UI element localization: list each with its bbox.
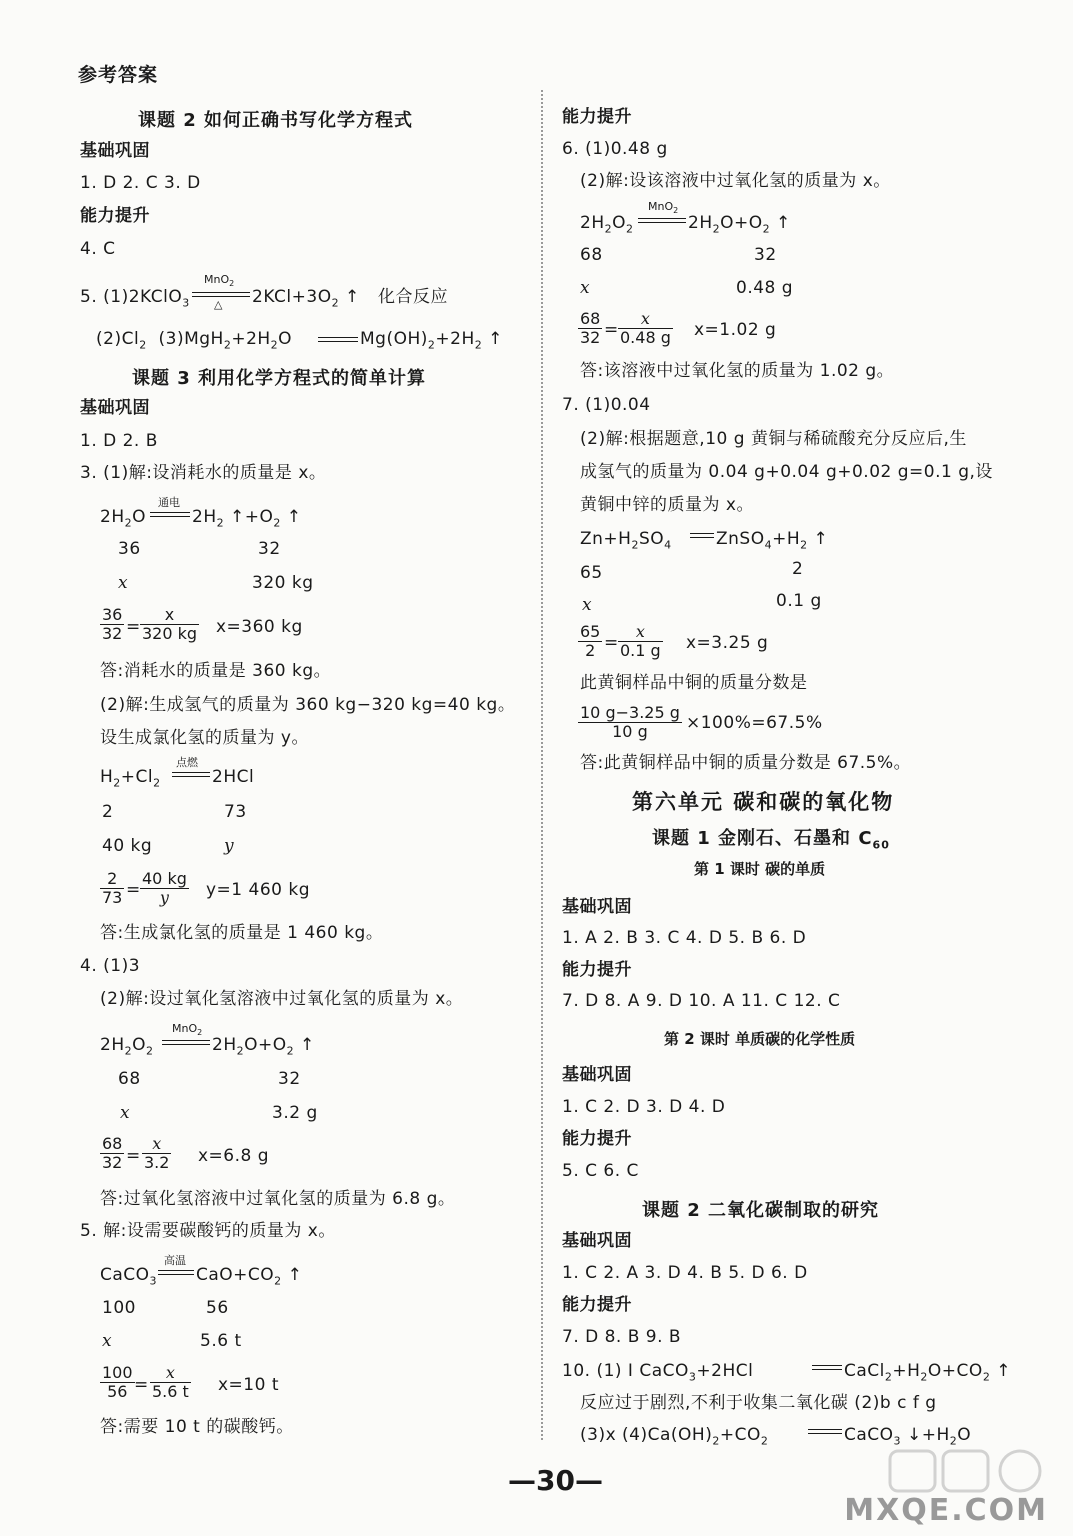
fraction: $\frac{40 kg}{y}$ xyxy=(142,869,187,907)
equation-products: $ZnSO_4+H_2$ ↑ xyxy=(716,529,829,552)
molar-mass: 56 xyxy=(206,1298,229,1318)
answer-line: 7. D 8. A 9. D 10. A 11. C 12. C xyxy=(562,991,841,1011)
answer-text: 答:生成氯化氢的质量是 1 460 kg。 xyxy=(100,923,384,943)
answer-line: 1. D 2. C 3. D xyxy=(80,173,201,193)
label-advance: 能力提升 xyxy=(562,960,632,980)
label-basic: 基础巩固 xyxy=(562,1065,632,1085)
equation-limewater: (3)x $(4)Ca(OH)_2+CO_2$ xyxy=(580,1425,769,1448)
result: ×100%=67.5% xyxy=(686,713,823,733)
answer-line: 1. C 2. A 3. D 4. B 5. D 6. D xyxy=(562,1263,808,1283)
label-basic: 基础巩固 xyxy=(562,1231,632,1251)
result: x=3.25 g xyxy=(686,633,769,653)
unknown-var: y xyxy=(224,836,235,856)
equals-sign xyxy=(150,512,190,517)
equals-sign xyxy=(808,1429,842,1434)
solution-line: 3. (1)解:设消耗水的质量是 x。 xyxy=(80,463,327,483)
section-title-lesson2: 课题 2 如何正确书写化学方程式 xyxy=(138,110,414,131)
answer-line: 7. D 8. B 9. B xyxy=(562,1327,682,1347)
page-header: 参考答案 xyxy=(78,64,159,86)
label-advance: 能力提升 xyxy=(562,1129,632,1149)
equals-sign xyxy=(162,1040,210,1045)
answer-line: 4. (1)3 xyxy=(80,956,141,976)
condition-electric: 通电 xyxy=(158,496,180,509)
equation-h2-cl2: $H_2+Cl_2$ xyxy=(100,767,161,790)
equals-char: = xyxy=(126,1146,141,1166)
answer-line: 1. C 2. D 3. D 4. D xyxy=(562,1097,726,1117)
answer-line: 5. C 6. C xyxy=(562,1161,639,1181)
equals-sign xyxy=(812,1365,842,1370)
molar-mass: 65 xyxy=(580,563,603,583)
condition-high-temp: 高温 xyxy=(164,1254,186,1267)
molar-mass: 36 xyxy=(118,539,141,559)
answer-line: 4. C xyxy=(80,239,116,259)
label-basic: 基础巩固 xyxy=(80,398,150,418)
watermark-text: MXQE.COM xyxy=(844,1493,1048,1528)
fraction: $\frac{68}{32}$ xyxy=(102,1134,123,1172)
fraction: $\frac{x}{320 kg}$ xyxy=(142,605,198,643)
condition-mno2: MnO$_2$ xyxy=(204,273,235,289)
equals-sign xyxy=(158,1270,194,1275)
equation-products: $2H_2O+O_2$ ↑ xyxy=(212,1035,315,1058)
known-mass: 5.6 t xyxy=(200,1331,242,1351)
molar-mass: 68 xyxy=(118,1069,141,1089)
molar-mass: 73 xyxy=(224,802,247,822)
molar-mass: 2 xyxy=(792,559,804,579)
answer-text: 答:过氧化氢溶液中过氧化氢的质量为 6.8 g。 xyxy=(100,1189,456,1209)
unit-title: 第六单元 碳和碳的氧化物 xyxy=(632,790,895,814)
page-number: —30— xyxy=(508,1464,603,1497)
molar-mass: 32 xyxy=(754,245,777,265)
label-advance: 能力提升 xyxy=(562,107,632,127)
answer-line: 6. (1)0.48 g xyxy=(562,139,668,159)
known-mass: 320 kg xyxy=(252,573,314,593)
molar-mass: 100 xyxy=(102,1298,136,1318)
solution-line: (2)解:生成氢气的质量为 360 kg−320 kg=40 kg。 xyxy=(100,695,516,715)
equation-water: $2H_2O$ xyxy=(100,507,146,530)
equation-products: $2H_2$ $↑+O_2$ ↑ xyxy=(192,507,302,530)
molar-mass: 32 xyxy=(258,539,281,559)
equation-caco3: CaCO$_3$ xyxy=(100,1265,158,1288)
equation-kclo3: 5. (1)2KClO$_3$ xyxy=(80,287,190,310)
fraction: $\frac{36}{32}$ xyxy=(102,605,123,643)
equals-sign xyxy=(192,292,250,297)
equation-mgoh2: $Mg(OH)_2+2H_2$ ↑ xyxy=(360,329,503,352)
equals-sign xyxy=(690,533,714,538)
known-mass: 3.2 g xyxy=(272,1103,318,1123)
known-mass: 40 kg xyxy=(102,836,153,856)
fraction: $\frac{2}{73}$ xyxy=(102,869,123,907)
equation-products: $CaCl_2+H_2O+CO_2$ ↑ xyxy=(844,1361,1011,1384)
fraction: $\frac{x}{5.6 t}$ xyxy=(152,1363,189,1401)
fraction: $\frac{65}{2}$ xyxy=(580,622,601,660)
period-title: 第 1 课时 碳的单质 xyxy=(694,860,826,878)
section-title-lesson3: 课题 3 利用化学方程式的简单计算 xyxy=(132,368,427,389)
condition-heat: △ xyxy=(214,298,223,311)
result: x=360 kg xyxy=(216,617,303,637)
condition-mno2: MnO$_2$ xyxy=(648,200,679,216)
solution-line: 5. 解:设需要碳酸钙的质量为 x。 xyxy=(80,1221,336,1241)
known-mass: 0.1 g xyxy=(776,591,822,611)
period-title: 第 2 课时 单质碳的化学性质 xyxy=(664,1030,856,1048)
solution-line: 设生成氯化氢的质量为 y。 xyxy=(100,728,309,748)
solution-line: (2)解:设过氧化氢溶液中过氧化氢的质量为 x。 xyxy=(100,989,464,1009)
molar-mass: 32 xyxy=(278,1069,301,1089)
equation-h2o2: $2H_2O_2$ xyxy=(580,213,634,236)
column-divider xyxy=(541,90,543,1440)
equals-char: = xyxy=(604,633,619,653)
solution-line: (2)解:根据题意,10 g 黄铜与稀硫酸充分反应后,生 xyxy=(580,429,967,449)
result: x=1.02 g xyxy=(694,320,777,340)
equals-char: = xyxy=(126,880,141,900)
answer-line: 7. (1)0.04 xyxy=(562,395,651,415)
fraction: $\frac{68}{32}$ xyxy=(580,309,601,347)
unknown-var: x xyxy=(580,278,591,298)
result: y=1 460 kg xyxy=(206,880,311,900)
answer-line: 1. D 2. B xyxy=(80,431,158,451)
label-basic: 基础巩固 xyxy=(80,141,150,161)
condition-ignite: 点燃 xyxy=(176,756,198,769)
answer-line: 1. A 2. B 3. C 4. D 5. B 6. D xyxy=(562,928,807,948)
reaction-type: 化合反应 xyxy=(378,287,448,307)
unknown-var: x xyxy=(120,1103,131,1123)
equation-products: CaCO$_3$ $↓+H_2O$ xyxy=(844,1425,972,1448)
equals-char: = xyxy=(134,1375,149,1395)
equation-products: $CaO+CO_2$ ↑ xyxy=(196,1265,303,1288)
fraction: $\frac{x}{0.1 g}$ xyxy=(620,622,661,660)
equation-caco3-hcl: 10. (1) Ⅰ CaCO$_3$+2HCl xyxy=(562,1361,754,1384)
equals-char: = xyxy=(126,617,141,637)
equation-products: $2H_2O+O_2$ ↑ xyxy=(688,213,791,236)
equals-sign xyxy=(172,772,210,777)
fraction: $\frac{x}{0.48 g}$ xyxy=(620,309,671,347)
section-title-lesson1: 课题 1 金刚石、石墨和 $C_{60}$ xyxy=(652,828,890,852)
molar-mass: 2 xyxy=(102,802,114,822)
label-basic: 基础巩固 xyxy=(562,897,632,917)
equation-hcl: 2HCl xyxy=(212,767,255,787)
equals-sign xyxy=(638,218,686,223)
solution-line: (2)解:设该溶液中过氧化氢的质量为 x。 xyxy=(580,171,891,191)
molar-mass: 68 xyxy=(580,245,603,265)
label-advance: 能力提升 xyxy=(80,206,150,226)
equation-products: $2KCl+3O_2$ ↑ xyxy=(252,287,360,310)
solution-line: 成氢气的质量为 0.04 g+0.04 g+0.02 g=0.1 g,设 xyxy=(580,462,993,482)
answer-text: 答:此黄铜样品中铜的质量分数是 67.5%。 xyxy=(580,753,912,773)
unknown-var: x xyxy=(118,573,129,593)
answer-text: 答:该溶液中过氧化氢的质量为 1.02 g。 xyxy=(580,361,895,381)
unknown-var: x xyxy=(582,595,593,615)
section-title-lesson2b: 课题 2 二氧化碳制取的研究 xyxy=(642,1200,880,1221)
unknown-var: x xyxy=(102,1331,113,1351)
equals-sign xyxy=(318,337,358,342)
result: x=10 t xyxy=(218,1375,280,1395)
condition-mno2: MnO$_2$ xyxy=(172,1022,203,1038)
solution-line: 反应过于剧烈,不利于收集二氧化碳 (2)b c f g xyxy=(580,1393,937,1413)
fraction: $\frac{x}{3.2}$ xyxy=(144,1134,170,1172)
label-advance: 能力提升 xyxy=(562,1295,632,1315)
fraction: $\frac{10 g-3.25 g}{10 g}$ xyxy=(580,703,680,741)
equation-mgh2: $(2)Cl_2$ $(3)MgH_2+2H_2O$ xyxy=(96,329,293,352)
known-mass: 0.48 g xyxy=(736,278,794,298)
answer-text: 答:消耗水的质量是 360 kg。 xyxy=(100,661,332,681)
result: x=6.8 g xyxy=(198,1146,270,1166)
equals-char: = xyxy=(604,320,619,340)
solution-line: 此黄铜样品中铜的质量分数是 xyxy=(580,673,808,693)
equation-zn: $Zn+H_2SO_4$ xyxy=(580,529,672,552)
fraction: $\frac{100}{56}$ xyxy=(102,1363,133,1401)
solution-line: 黄铜中锌的质量为 x。 xyxy=(580,495,754,515)
equation-h2o2: $2H_2O_2$ xyxy=(100,1035,154,1058)
answer-text: 答:需要 10 t 的碳酸钙。 xyxy=(100,1417,294,1437)
